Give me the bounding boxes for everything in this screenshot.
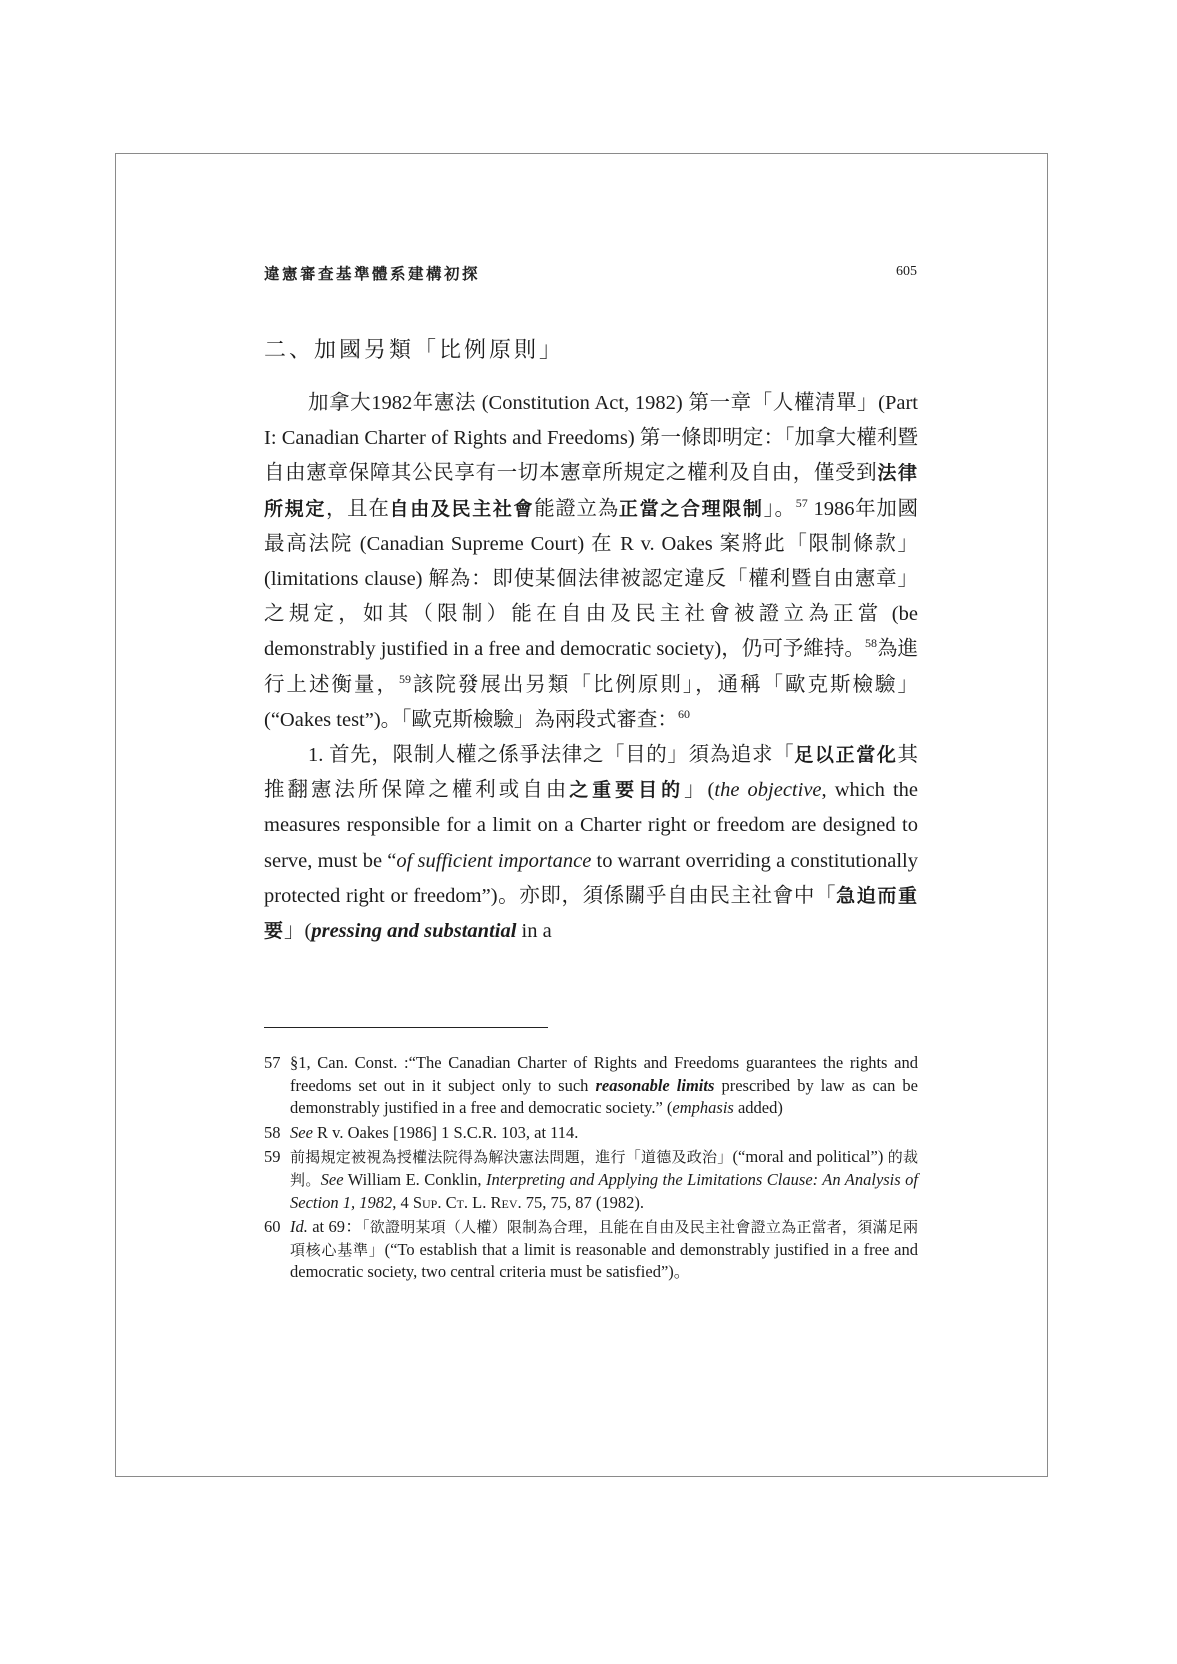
text-run: , 4 [392,1192,413,1212]
text-run: 該院發展出另類「比例原則」，通稱「歐克斯檢驗」(“Oakes test”)。「歐克斯檢驗」為兩段式審查： [264,673,919,731]
text-run: at 69： [307,1217,362,1237]
text-run: to warrant overriding a constitutionally protected right or freedom”)。亦即，須係關乎自由民主社會中「 [264,849,918,907]
text-run: prescribed by law as can be demonstrably justified in a free and democratic society.” ( [290,1075,918,1118]
emphasis-run: 之重要目的 [569,779,685,802]
page-number: 605 [896,264,917,279]
text-run: 」( [284,920,312,943]
italic-run: Interpreting and Applying the Limitations Clause: An Analysis of Section 1, 1982 [290,1169,918,1212]
emphasis-run: 足以正當化 [794,744,898,767]
text-run: 前揭規定被視為授權法院得為解決憲法問題，進行「道德及政治」 [290,1148,733,1167]
italic-run: See [320,1169,344,1189]
text-run: 1. 首先，限制人權之係爭法律之「目的」須為追求「 [308,744,795,767]
text-run: 」( [684,779,715,802]
italic-run: emphasis [672,1098,734,1118]
footnote-text [290,1122,918,1145]
text-run: in a [516,920,552,943]
running-title: 違憲審查基準體系建構初探 [264,264,481,283]
emphasis-run: 法律所規定 [264,462,918,520]
italic-run: of sufficient importance [396,849,592,872]
footnote-ref-58[interactable]: 58 [864,636,877,651]
paragraph-objective [264,738,918,949]
footnote-text [290,1146,918,1214]
small-caps-run: Sup. Ct. L. Rev. [412,1192,522,1212]
emphasis-run: 正當之合理限制 [618,497,764,520]
italic-run: See [290,1122,313,1142]
footnote-number: 59 [264,1147,281,1167]
italic-run: the objective [714,779,822,802]
footnote-divider [264,1027,548,1028]
italic-run: Id. [290,1217,308,1237]
text-run: 的裁判。 [290,1148,918,1189]
footnote-60 [264,1216,918,1284]
footnote-ref-60[interactable]: 60 [677,707,690,721]
text-run: 加拿大1982年憲法 (Constitution Act, 1982) 第一章「人權清單」(Part I: Canadian Charter of Rights and Freedoms) 第一條即明定：「加拿大權利暨自由憲章保障其公民享有一切本憲章所規定之權利及自由，僅受到 [264,392,918,485]
text-run: R v. Oakes [1986] 1 S.C.R. 103, at 114. [312,1122,579,1142]
footnote-59 [264,1146,918,1214]
text-run: 」。 [763,497,796,520]
footnote-number: 57 [264,1053,281,1072]
emphasis-run: 自由及民主社會 [389,497,535,520]
bold-italic-run: reasonable limits [595,1075,715,1095]
footnote-number: 60 [264,1217,281,1237]
text-run: 為進行上述衡量， [264,638,918,696]
footnote-ref-59[interactable]: 59 [398,671,411,686]
text-run: 1986年加國最高法院 (Canadian Supreme Court) 在 R v. Oakes 案將此「限制條款」(limitations clause) 解為：即使某個法律被認定違反「權利暨自由憲章」之規定，如其（限制）能在自由及民主社會被證立為正當 (be demonstrably justified in a free and democratic society)，仍可予維持。 [264,497,918,661]
text-run: 75, 75, 87 (1982). [521,1192,645,1212]
text-run: William E. Conklin, [343,1169,487,1189]
text-run: added) [733,1098,783,1118]
text-run: 其推翻憲法所保障之權利或自由 [264,744,918,802]
text-run: 能證立為 [534,497,619,520]
footnote-57 [264,1052,918,1120]
text-run: 「欲證明某項（人權）限制為合理，且能在自由及民主社會證立為正當者，須滿足兩項核心基準」 [290,1218,918,1259]
paragraph-charter [264,386,918,738]
text-run: , which the measures responsible for a limit on a Charter right or freedom are designed to serve, must be “ [264,779,919,872]
footnote-58 [264,1122,918,1145]
footnote-ref-57[interactable]: 57 [795,495,808,510]
emphasis-run: 急迫而重要 [264,884,918,943]
text-run: §1, Can. Const. :“The Canadian Charter of Rights and Freedoms guarantees the rights and freedoms set out in it subject only to such [290,1053,918,1095]
section-heading: 二、加國另類「比例原則」 [264,338,565,363]
footnote-text [290,1216,918,1284]
footnotes [264,1052,918,1286]
footnote-number: 58 [264,1122,281,1142]
bold-italic-run: pressing and substantial [311,920,517,943]
footnote-text [290,1052,918,1120]
text-run: (“moral and political”) [732,1147,888,1167]
body-text [264,386,918,949]
text-run: ，且在 [326,497,390,520]
text-run: (“To establish that a limit is reasonable and demonstrably justified in a free and democratic society, two central criteria must be satisfied”)。 [290,1239,918,1282]
